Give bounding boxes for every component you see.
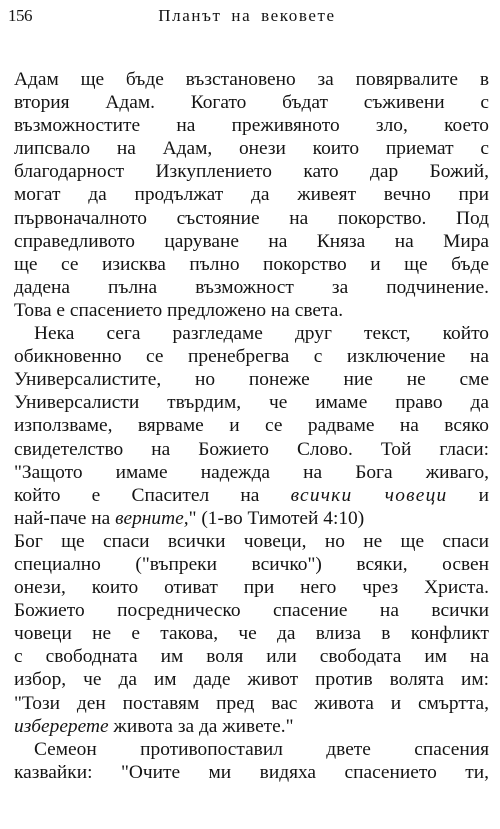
text-line: Бог ще спаси всички човеци, но не ще спаси: [14, 530, 489, 552]
text-span: най-паче на: [14, 507, 116, 529]
text-line: с свободната им воля или свободата им на: [14, 646, 489, 668]
text-line: възможностите на преживяното зло, което: [14, 115, 489, 137]
text-line: [14, 507, 489, 530]
text-line: избор, че да им даде живот против волята им:: [14, 669, 489, 691]
text-line: справедливото царуване на Княза на Мира: [14, 230, 489, 252]
text-line: липсвало на Адам, онези които приемат с: [14, 138, 489, 160]
text-line: "Защото имаме надежда на Бога живаго,: [14, 461, 489, 483]
text-line: дадена пълна възможност за подчинение.: [14, 276, 489, 298]
text-line: Универсалистите, но понеже ние не сме: [14, 369, 489, 391]
text-line: [14, 715, 489, 738]
text-line: свидетелство на Божието Слово. Той гласи:: [14, 438, 489, 460]
text-line: специално ("въпреки всичко") всяки, освен: [14, 553, 489, 575]
text-line: Семеон противопоставил двете спасения: [34, 738, 489, 760]
italic-phrase: всички човеци: [290, 484, 448, 506]
text-line: благодарност Изкуплението като дар Божий,: [14, 161, 489, 183]
text-span: " (1-во Тимотей 4:10): [188, 507, 365, 529]
running-title: Планът на вековете: [158, 6, 336, 25]
text-line: ще се изисква пълно покорство и ще бъде: [14, 253, 489, 275]
text-line: Божието посредническо спасение на всички: [14, 600, 489, 622]
page-header: [8, 6, 486, 32]
text-span: който е Спасител на: [14, 484, 291, 506]
text-line: човеци не е такова, че да влиза в конфликт: [14, 623, 489, 645]
text-line: Това е спасението предложено на света.: [14, 299, 344, 321]
text-line: "Този ден поставям пред вас живота и смъртта,: [14, 692, 489, 714]
text-line: Универсалисти твърдим, че имаме право да: [14, 392, 489, 414]
text-line: могат да продължат да живеят вечно при: [14, 184, 489, 206]
page-number: 156: [8, 6, 32, 25]
text-line: първоначалното състояние на покорство. Под: [14, 207, 489, 229]
text-line: втория Адам. Когато бъдат съживени с: [14, 92, 489, 114]
text-span: живота за да живете.": [108, 715, 294, 737]
body-text: [14, 68, 489, 784]
text-line: казвайки: "Очите ми видяха спасението ти,: [14, 761, 489, 783]
italic-phrase: верните,: [115, 507, 189, 529]
italic-phrase: изберерете: [14, 715, 109, 737]
text-line: онези, които отиват при него чрез Христа.: [14, 577, 489, 599]
text-line: Адам ще бъде възстановено за повярвалите в: [14, 69, 489, 90]
text-line: обикновенно се пренебрегва с изключение на: [14, 346, 489, 368]
text-line: използваме, вярваме и се радваме на всяко: [14, 415, 489, 437]
text-span: и: [447, 484, 490, 506]
text-line: [14, 484, 489, 507]
text-line: Нека сега разгледаме друг текст, който: [34, 323, 489, 345]
